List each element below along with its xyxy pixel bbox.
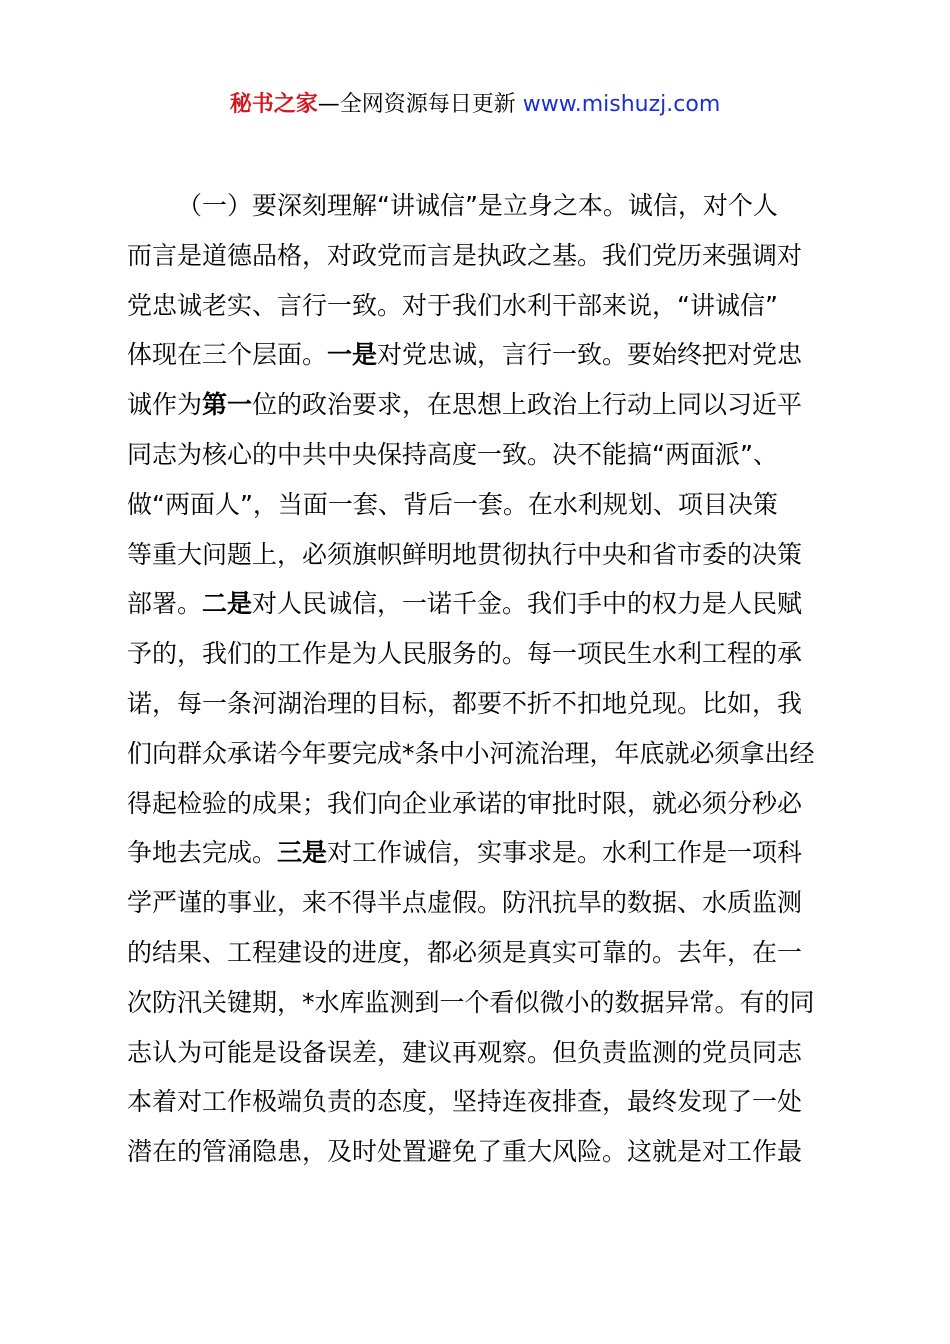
text-segment: 潜在的管涌隐患，及时处置避免了重大风险。这就是对工作最 [127, 1137, 803, 1167]
text-segment: 们向群众承诺今年要完成*条中小河流治理，年底就必须拿出经 [127, 738, 815, 768]
text-line [127, 729, 837, 779]
text-segment: 而言是道德品格，对政党而言是执政之基。我们党历来强调对 [127, 240, 803, 270]
text-line [127, 231, 837, 281]
text-line [127, 330, 837, 380]
text-line [127, 928, 837, 978]
bold-text-segment: 第一 [202, 390, 253, 420]
text-line [127, 1077, 837, 1127]
text-line [127, 380, 837, 430]
text-segment: 位的政治要求，在思想上政治上行动上同以习近平 [252, 390, 803, 420]
text-segment: 对党忠诚，言行一致。要始终把对党忠 [377, 340, 803, 370]
text-segment: 予的，我们的工作是为人民服务的。每一项民生水利工程的承 [127, 639, 803, 669]
text-segment: 对工作诚信，实事求是。水利工作是一项科 [327, 838, 803, 868]
text-line [127, 779, 837, 829]
text-line [127, 828, 837, 878]
text-segment: 得起检验的成果；我们向企业承诺的审批时限，就必须分秒必 [127, 788, 803, 818]
text-segment: 志认为可能是设备误差，建议再观察。但负责监测的党员同志 [127, 1037, 803, 1067]
text-line [127, 530, 837, 580]
body-paragraph [127, 181, 837, 1177]
header-tagline: —全网资源每日更新 [317, 92, 523, 117]
text-segment: 学严谨的事业，来不得半点虚假。防汛抗旱的数据、水质监测 [127, 888, 803, 918]
text-segment: 做“两面人”，当面一套、背后一套。在水利规划、项目决策 [127, 489, 778, 519]
text-line [127, 1127, 837, 1177]
bold-text-segment: 一是 [327, 340, 378, 370]
site-url-link[interactable]: www.mishuzj.com [522, 92, 721, 117]
text-segment: （一）要深刻理解“讲诚信”是立身之本。诚信，对个人 [177, 191, 778, 220]
text-segment: 党忠诚老实、言行一致。对于我们水利干部来说，“讲诚信” [127, 290, 778, 320]
text-segment: 对人民诚信，一诺千金。我们手中的权力是人民赋 [252, 589, 803, 619]
text-line [127, 480, 837, 530]
text-segment: 争地去完成。 [127, 838, 278, 868]
bold-text-segment: 二是 [202, 589, 253, 619]
text-segment: 的结果、工程建设的进度，都必须是真实可靠的。去年，在一 [127, 937, 803, 967]
text-line [127, 281, 837, 331]
text-line [127, 878, 837, 928]
text-line [127, 181, 837, 231]
text-segment: 体现在三个层面。 [127, 340, 328, 370]
text-segment: 部署。 [127, 589, 203, 619]
text-line [127, 629, 837, 679]
text-line [127, 978, 837, 1028]
text-line [127, 1028, 837, 1078]
text-segment: 次防汛关键期，*水库监测到一个看似微小的数据异常。有的同 [127, 987, 815, 1017]
text-segment: 本着对工作极端负责的态度，坚持连夜排查，最终发现了一处 [127, 1087, 803, 1117]
text-line [127, 679, 837, 729]
text-segment: 同志为核心的中共中央保持高度一致。决不能搞“两面派”、 [127, 439, 778, 469]
text-line [127, 430, 837, 480]
text-segment: 诚作为 [127, 390, 203, 420]
text-line [127, 579, 837, 629]
brand-name: 秘书之家 [229, 92, 318, 117]
text-segment: 诺，每一条河湖治理的目标，都要不折不扣地兑现。比如，我 [127, 688, 803, 718]
text-segment: 等重大问题上，必须旗帜鲜明地贯彻执行中央和省市委的决策 [127, 539, 803, 569]
bold-text-segment: 三是 [277, 838, 328, 868]
page-header [0, 88, 950, 122]
